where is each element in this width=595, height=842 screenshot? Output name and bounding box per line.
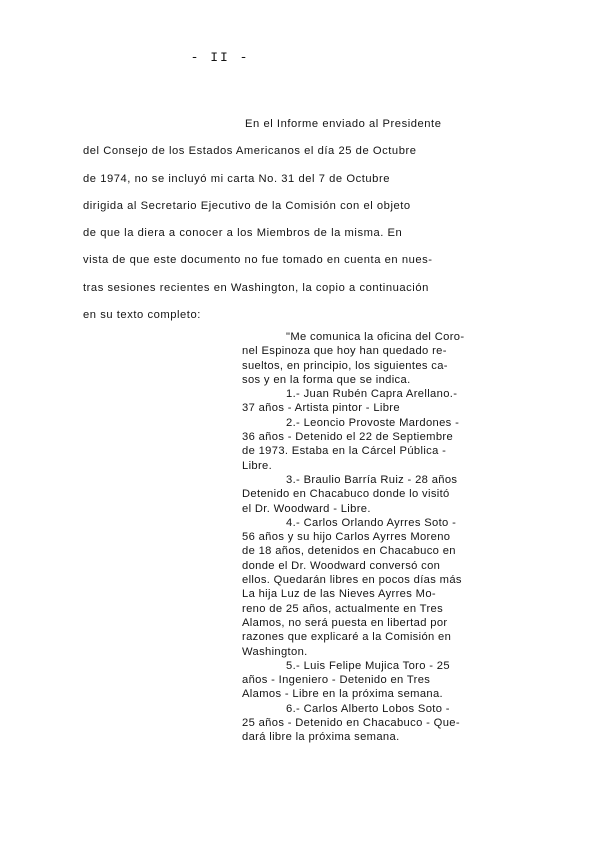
intro-line: de que la diera a conocer a los Miembros de la misma. En (83, 227, 403, 240)
quote-line: años - Ingeniero - Detenido en Tres (242, 674, 431, 687)
quote-line: 36 años - Detenido el 22 de Septiembre (242, 431, 454, 444)
quoted-letter (242, 330, 527, 745)
quote-line: de 18 años, detenidos en Chacabuco en (242, 545, 456, 558)
quote-line: Washington. (242, 645, 308, 658)
quote-line: 37 años - Artista pintor - Libre (242, 402, 400, 415)
quote-line: Alamos, no será puesta en libertad por (242, 616, 448, 629)
intro-line: dirigida al Secretario Ejecutivo de la Comisión con el objeto (83, 199, 411, 212)
intro-paragraph (83, 111, 503, 329)
quote-item-heading: 5.- Luis Felipe Mujica Toro - 25 (286, 659, 450, 672)
quote-line: de 1973. Estaba en la Cárcel Pública - (242, 445, 447, 458)
intro-line: En el Informe enviado al Presidente (245, 118, 442, 130)
quote-line: 56 años y su hijo Carlos Ayrres Moreno (242, 531, 451, 544)
quote-line: La hija Luz de las Nieves Ayrres Mo- (242, 588, 436, 601)
intro-line: del Consejo de los Estados Americanos el día 25 de Octubre (83, 145, 417, 158)
quote-line: reno de 25 años, actualmente en Tres (242, 602, 444, 615)
quote-item-heading: 1.- Juan Rubén Capra Arellano.- (286, 388, 458, 401)
intro-line: en su texto completo: (83, 309, 201, 322)
intro-line: tras sesiones recientes en Washington, la copio a continuación (83, 281, 429, 294)
quote-line: 25 años - Detenido en Chacabuco - Que- (242, 717, 460, 730)
quote-line: Detenido en Chacabuco donde lo visitó (242, 488, 450, 501)
quote-line: ellos. Quedarán libres en pocos días más (242, 574, 462, 587)
quote-item-heading: 4.- Carlos Orlando Ayrres Soto - (286, 516, 457, 529)
quote-line: Alamos - Libre en la próxima semana. (242, 688, 444, 701)
quote-line: "Me comunica la oficina del Coro- (286, 331, 465, 343)
page-number: - II - (190, 50, 250, 65)
quote-line: razones que explicaré a la Comisión en (242, 631, 452, 644)
quote-item-heading: 2.- Leoncio Provoste Mardones - (286, 416, 460, 429)
intro-line: de 1974, no se incluyó mi carta No. 31 del 7 de Octubre (83, 172, 390, 185)
quote-item-heading: 6.- Carlos Alberto Lobos Soto - (286, 702, 450, 715)
quote-line: Libre. (242, 459, 273, 472)
quote-line: dará libre la próxima semana. (242, 731, 400, 744)
quote-line: donde el Dr. Woodward conversó con (242, 559, 441, 572)
quote-line: el Dr. Woodward - Libre. (242, 502, 371, 515)
quote-item-heading: 3.- Braulio Barría Ruiz - 28 años (286, 473, 458, 486)
quote-line: nel Espinoza que hoy han quedado re- (242, 345, 447, 358)
quote-line: sos y en la forma que se indica. (242, 373, 411, 386)
intro-line: vista de que este documento no fue tomado en cuenta en nues- (83, 254, 433, 267)
quote-line: sueltos, en principio, los siguientes ca- (242, 359, 448, 372)
